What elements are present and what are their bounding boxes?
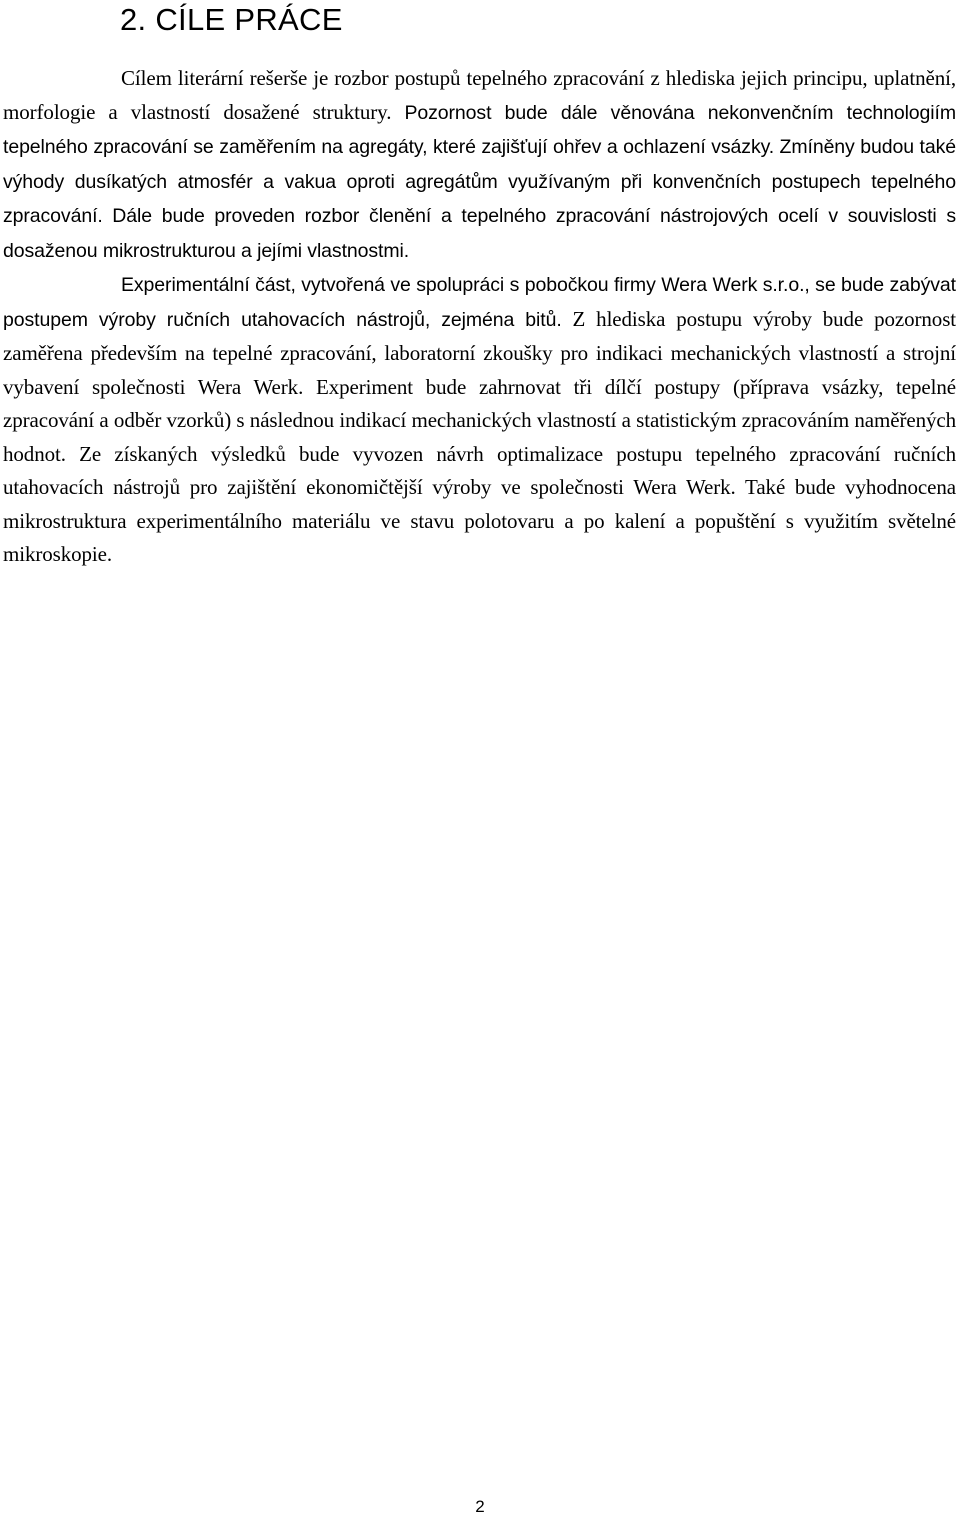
- page-number: 2: [475, 1497, 485, 1516]
- sentence: Dále bude proveden rozbor členění a tepelného zpracování nástrojových ocelí v souvislosti s dosaženou mikrostrukturou a jejími vlastnostmi.: [3, 205, 956, 262]
- sentence: Experimentální část, vytvořená ve spolupráci s pobočkou firmy Wera Werk s.r.o., se bude zabývat postupem výroby ručních utahovacích nástrojů, zejména bitů.: [3, 274, 956, 331]
- paragraph-goals-literature: [3, 62, 956, 268]
- body-text: [3, 62, 956, 572]
- paragraph-goals-experiment: [3, 268, 956, 572]
- section-heading: 2. CÍLE PRÁCE: [120, 2, 343, 37]
- sentence: Z hlediska postupu výroby bude pozornost zaměřena především na tepelné zpracování, laboratorní zkoušky pro indikaci mechanických vlastností a strojní vybavení společnosti Wera Werk. Experiment bude zahrnovat tři dílčí postupy (příprava vsázky, tepelné zpracování a odběr vzorků) s následnou indikací mechanických vlastností a statistickým zpracováním naměřených hodnot. Ze získaných výsledků bude vyvozen návrh optimalizace postupu tepelného zpracování ručních utahovacích nástrojů pro zajištění ekonomičtější výroby ve společnosti Wera Werk. Také bude vyhodnocena mikrostruktura experimentálního materiálu ve stavu polotovaru a po kalení a popuštění s využitím světelné mikroskopie.: [3, 306, 956, 566]
- sentence: Cílem literární rešerše je rozbor postupů tepelného zpracování z hlediska jejich principu, uplatnění, morfologie a vlastností dosažené struktury.: [3, 66, 956, 124]
- sentence: Zmíněny budou také výhody dusíkatých atmosfér a vakua oproti agregátům využívaným při konvenčních postupech tepelného zpracování.: [3, 136, 957, 227]
- sentence: Pozornost bude dále věnována nekonvenčním technologiím tepelného zpracování se zaměřením na agregáty, které zajišťují ohřev a ochlazení vsázky.: [3, 101, 956, 158]
